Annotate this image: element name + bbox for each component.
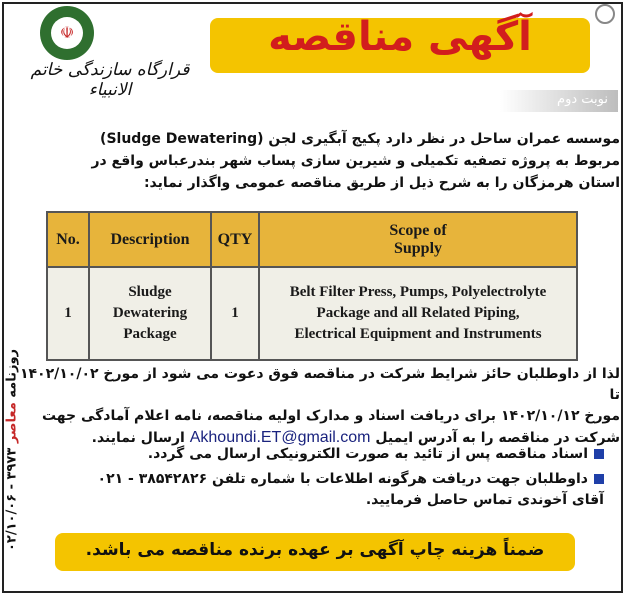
bullet-item [18, 469, 604, 511]
iran-emblem-icon [40, 6, 94, 60]
intro-line-1: موسسه عمران ساحل در نظر دارد پکیج آبگیری لجن (Sludge Dewatering) [100, 131, 620, 147]
side-caption-prefix: روزنامه [4, 348, 20, 398]
turn-label: نوبت دوم [557, 92, 608, 107]
square-bullet-icon [594, 474, 604, 484]
bullet-text: اسناد مناقصه پس از تائید به صورت الکترونیکی ارسال می گردد. [147, 446, 588, 462]
header-scope [260, 213, 576, 266]
organization-logo: قرارگاه سازندگی خاتم الانبیاء [30, 60, 190, 100]
tender-table [46, 211, 578, 361]
header-scope-line-2: Supply [393, 239, 443, 257]
page-title: آگهی مناقصه [268, 14, 532, 60]
invitation-line-3-prefix: شرکت در مناقصه را به آدرس ایمیل [375, 430, 620, 446]
side-caption-issue: ۳۹۷۳ - ۰۲/۱۰/۰۶ [4, 447, 20, 552]
description-line: Package [123, 326, 177, 342]
header-no: No. [56, 230, 80, 248]
bullet-text: داوطلبان جهت دریافت هرگونه اطلاعات با شماره تلفن ۳۸۵۴۲۸۲۶ - ۰۲۱ [97, 471, 588, 487]
invitation-line-2: مورخ ۱۴۰۲/۱۰/۱۲ برای دریافت اسناد و مدارک اولیه مناقصه، نامه اعلام آمادگی جهت [41, 408, 620, 424]
cell-no: 1 [64, 305, 72, 321]
square-bullet-icon [594, 449, 604, 459]
intro-line-3: استان هرمزگان را به شرح ذیل از طریق مناقصه عمومی واگذار نماید: [143, 175, 620, 191]
bullet-item [18, 444, 604, 465]
bullet-text-continued: آقای آخوندی تماس حاصل فرمایید. [365, 492, 604, 508]
cell-description [90, 268, 210, 359]
turn-label-bar [500, 90, 618, 112]
intro-paragraph [18, 128, 620, 194]
header-description: Description [110, 230, 190, 248]
intro-line-2: مربوط به پروژه تصفیه تکمیلی و شیرین سازی پساب شهر بندرعباس واقع در [91, 153, 620, 169]
corner-circle-icon [595, 4, 615, 24]
scope-line: Package and all Related Piping, [316, 305, 520, 321]
cell-qty: 1 [231, 305, 239, 321]
emblem-mark: ☫ [59, 23, 75, 42]
header-qty: QTY [217, 230, 253, 248]
description-line: Dewatering [112, 305, 188, 321]
header-scope-line-1: Scope of [389, 221, 447, 239]
side-caption [0, 350, 24, 550]
cell-scope [260, 268, 576, 359]
invitation-line-3-suffix: ارسال نمایند. [91, 430, 185, 446]
invitation-paragraph [18, 364, 620, 449]
scope-line: Belt Filter Press, Pumps, Polyelectrolyte [289, 284, 547, 300]
footer-note: ضمناً هزینه چاپ آگهی بر عهده برنده مناقصه می باشد. [85, 540, 545, 560]
email-link[interactable]: Akhoundi.ET@gmail.com [189, 429, 371, 446]
description-line: Sludge [128, 284, 172, 300]
scope-line: Electrical Equipment and Instruments [294, 326, 542, 342]
invitation-line-1: لذا از داوطلبان حائز شرایط شرکت در مناقصه فوق دعوت می شود از مورخ ۱۴۰۲/۱۰/۰۲ تا [19, 366, 620, 403]
newspaper-brand: معاصر [4, 402, 20, 444]
